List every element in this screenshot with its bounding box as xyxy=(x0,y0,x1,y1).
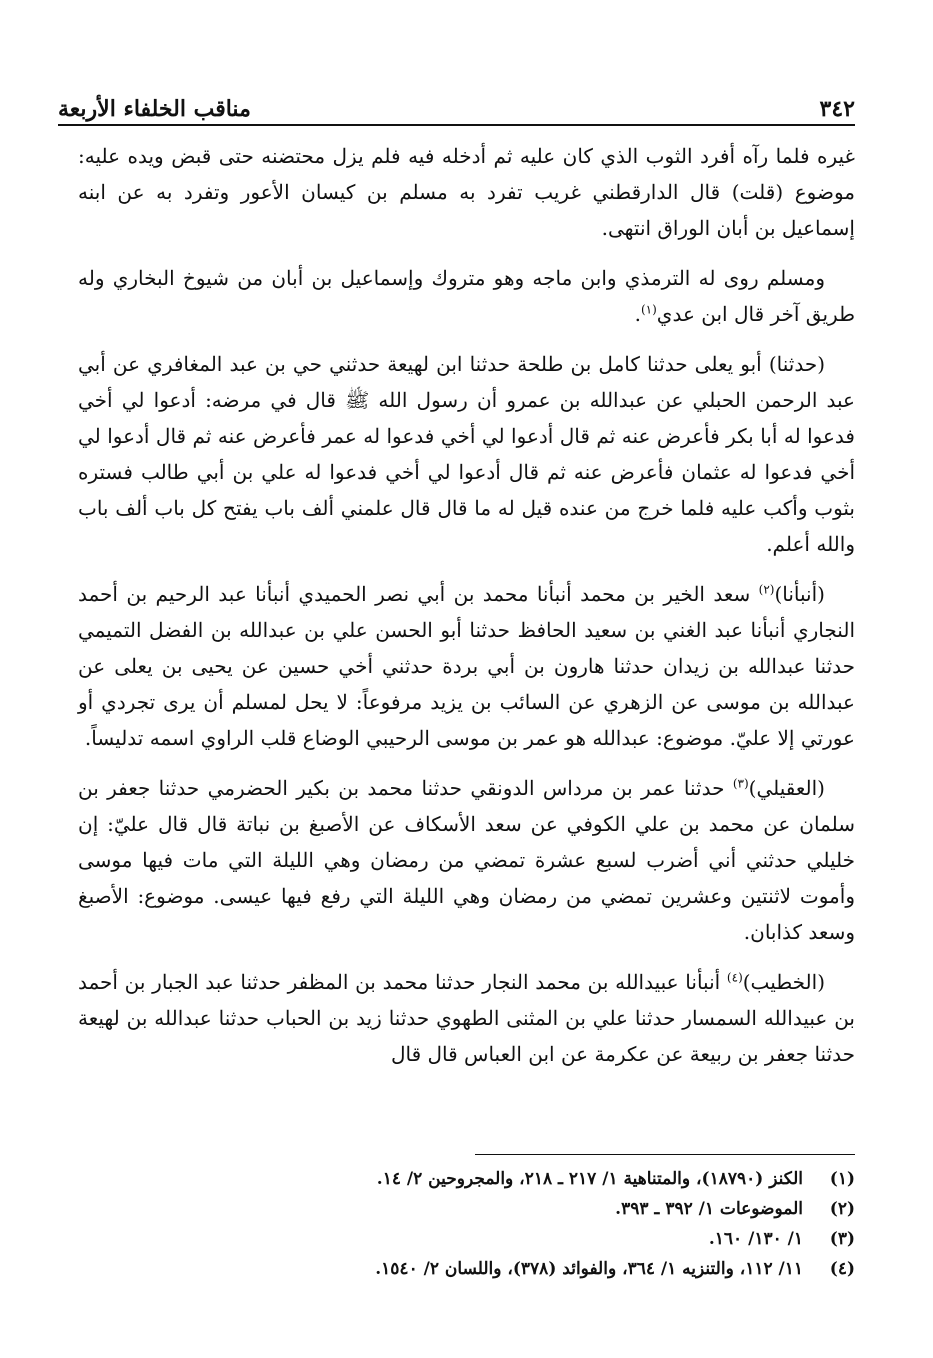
footnote-text: ١/ ١٣٠/ ١٦٠. xyxy=(708,1229,803,1249)
paragraph-text: حدثنا عمر بن مرداس الدونقي حدثنا محمد بن بكير الحضرمي حدثنا جعفر بن سلمان عن محمد بن علي الكوفي عن سعد الأسكاف عن الأصبغ بن نباتة قال قال عليّ: إن خليلي حدثني أني أضرب لسبع عشرة تمضي من رمضان وهي الليلة التي مات فيها موسى وأموت لاثنتين وعشرين تمضي من رمضان وهي الليلة التي رفع فيها عيسى. موضوع: الأصبغ وسعد كذابان. xyxy=(78,776,855,944)
paragraph-text: (أنبأنا) xyxy=(774,582,825,606)
footnote-number: (١) xyxy=(829,1169,855,1189)
paragraph-text: غيره فلما رآه أفرد الثوب الذي كان عليه ثم أدخله فيه فلم يزل محتضنه حتى قبض ويده عليه: موضوع (قلت) قال الدارقطني غريب تفرد به مسلم بن كيسان الأعور وتفرد به عن ابنه إسماعيل بن أبان الوراق انتهى. xyxy=(78,144,855,240)
footnote-number: (٣) xyxy=(829,1229,855,1249)
footnote-number: (٢) xyxy=(829,1199,855,1219)
footnote-number: (٤) xyxy=(829,1259,855,1279)
footnote xyxy=(78,1224,855,1254)
footnote-text: ١١/ ١١٢، والتنزيه ١/ ٣٦٤، والفوائد (٣٧٨)، واللسان ٢/ ١٥٤٠. xyxy=(375,1259,803,1279)
paragraph-text: . xyxy=(634,302,641,326)
footnote xyxy=(78,1164,855,1194)
header-rule xyxy=(58,124,855,126)
paragraph-text: ومسلم روى له الترمذي وابن ماجه وهو متروك وإسماعيل بن أبان من شيوخ البخاري وله طريق آخر قال ابن عدي xyxy=(78,266,855,326)
paragraph-text: (العقيلي) xyxy=(748,776,825,800)
footnote-ref: (١) xyxy=(640,302,657,317)
footnote-text: الكنز (١٨٧٩٠)، والمتناهية ١/ ٢١٧ ـ ٢١٨، والمجروحين ٢/ ١٤. xyxy=(376,1169,803,1189)
footnote-rule xyxy=(475,1154,855,1155)
page-header xyxy=(58,86,855,122)
footnote xyxy=(78,1194,855,1224)
paragraph xyxy=(78,964,855,1072)
footnote-ref: (٢) xyxy=(758,582,775,597)
paragraph-text: (الخطيب) xyxy=(742,970,825,994)
footnotes xyxy=(78,1164,855,1284)
running-title: مناقب الخلفاء الأربعة xyxy=(58,96,251,122)
paragraph xyxy=(78,260,855,332)
footnote xyxy=(78,1254,855,1284)
paragraph xyxy=(78,576,855,756)
paragraph xyxy=(78,770,855,950)
paragraph xyxy=(78,138,855,246)
page-number: ٣٤٢ xyxy=(819,96,855,122)
paragraph-text: سعد الخير بن محمد أنبأنا محمد بن أبي نصر الحميدي أنبأنا عبد الرحيم بن أحمد النجاري أنبأنا عبد الغني بن سعيد الحافظ حدثنا أبو الحسن علي بن عبدالله بن الفضل التميمي حدثنا عبدالله بن زيدان حدثنا هارون بن أبي بردة حدثني أخي حسين عن يحيى بن يعلى عن عبدالله بن موسى عن الزهري عن السائب بن يزيد مرفوعاً: لا يحل لمسلم أن يرى تجردي أو عورتي إلا عليّ. موضوع: عبدالله هو عمر بن موسى الرحيبي الوضاع قلب الراوي اسمه تدليساً. xyxy=(78,582,855,750)
paragraph-text: أنبأنا عبيدالله بن محمد النجار حدثنا محمد بن المظفر حدثنا عبد الجبار بن أحمد بن عبيدالله السمسار حدثنا علي بن المثنى الطهوي حدثنا زيد بن الحباب حدثنا عبدالله بن لهيعة حدثنا جعفر بن ربيعة عن عكرمة عن ابن العباس قال قال xyxy=(78,970,855,1066)
footnote-ref: (٤) xyxy=(726,970,743,985)
footnote-text: الموضوعات ١/ ٣٩٢ ـ ٣٩٣. xyxy=(615,1199,803,1219)
main-text xyxy=(78,138,855,1086)
paragraph-text: (حدثنا) أبو يعلى حدثنا كامل بن طلحة حدثنا ابن لهيعة حدثني حي بن عبد المغافري عن أبي عبد الرحمن الحبلي عن عبدالله بن عمرو أن رسول الله ﷺ قال في مرضه: أدعوا لي أخي فدعوا له أبا بكر فأعرض عنه ثم قال أدعوا لي أخي فدعوا له عمر فأعرض عنه ثم قال أدعوا لي أخي فدعوا له عثمان فأعرض عنه ثم قال أدعوا لي أخي فدعوا له علي بن أبي طالب فستره بثوب وأكب عليه فلما خرج من عنده قيل له ما قال قال علمني ألف باب يفتح كل باب ألف باب والله أعلم. xyxy=(78,352,855,556)
footnote-ref: (٣) xyxy=(732,776,749,791)
paragraph xyxy=(78,346,855,562)
